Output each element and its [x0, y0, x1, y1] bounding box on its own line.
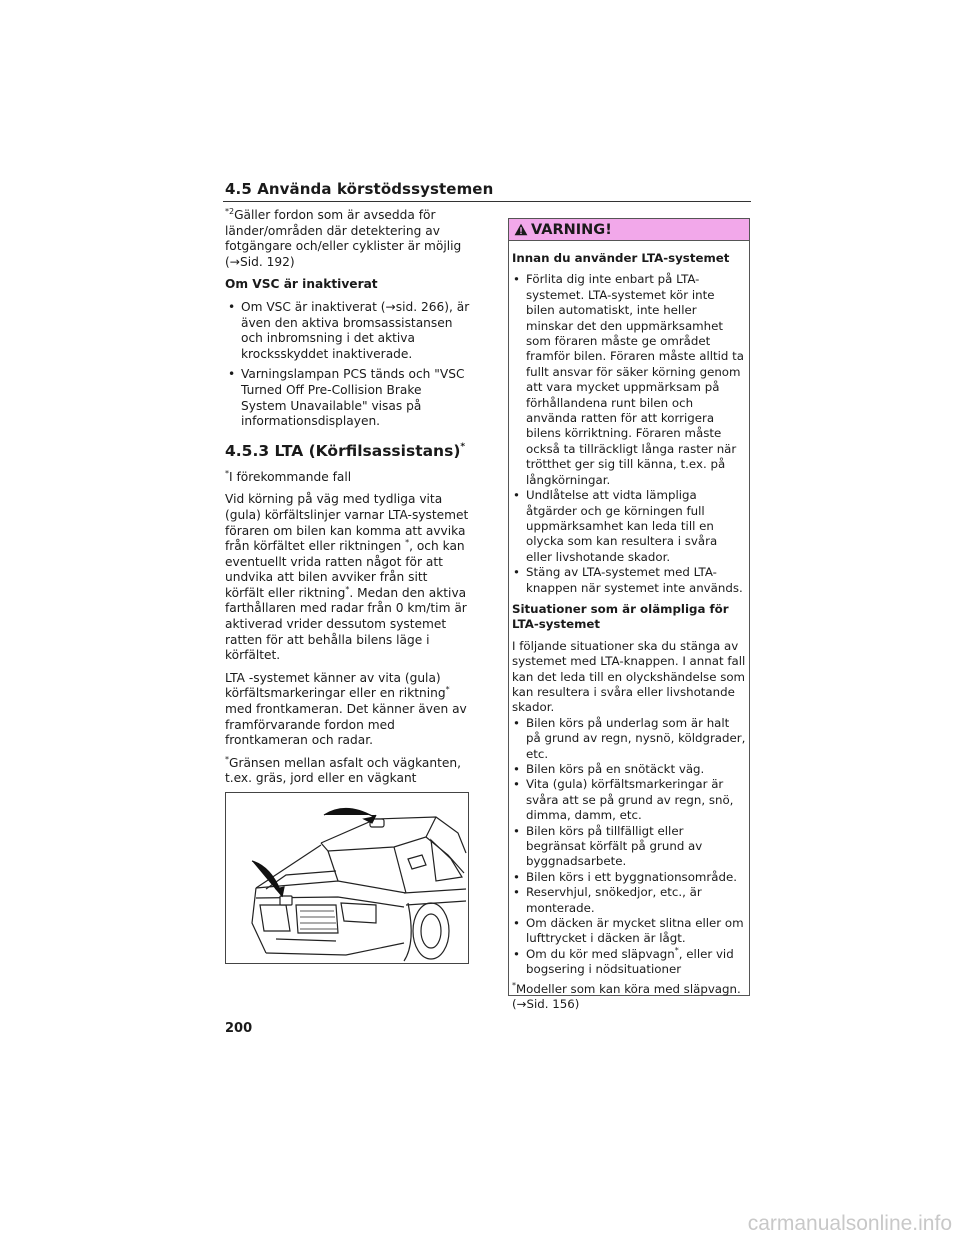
- car-illustration: [225, 792, 469, 964]
- list-item: • Om VSC är inaktiverat (→sid. 266), är även den aktiva bromsassistansen och inbromsning i det aktiva krocksskyddet inaktiverade.: [225, 300, 470, 362]
- watermark: carmanualsonline.info: [747, 1212, 952, 1235]
- list-item: • Stäng av LTA-systemet med LTA-knappen när systemet inte används.: [512, 565, 746, 596]
- text-run: med frontkameran. Det känner även av framförvarande fordon med frontkameran och radar.: [225, 702, 467, 748]
- lta-detection: [225, 671, 470, 749]
- star-mark: *: [225, 754, 229, 764]
- trailer-footnote: [512, 982, 746, 1013]
- text-run: LTA -systemet känner av vita (gula) körfältsmarkeringar eller en riktning: [225, 670, 446, 701]
- footnote-2-text: Gäller fordon som är avsedda för länder/områden där detektering av fotgängare och/eller cyklister är möjlig (→Sid. 192): [225, 208, 462, 269]
- list-item: • Om däcken är mycket slitna eller om lufttrycket i däcken är lågt.: [512, 916, 746, 947]
- situations-list: [512, 716, 746, 978]
- before-use-list: [512, 272, 746, 596]
- section-title: [225, 442, 470, 460]
- header-divider: [223, 201, 751, 202]
- warning-heading-situations: Situationer som är olämpliga för LTA-systemet: [512, 601, 729, 632]
- star-mark: *: [225, 468, 229, 478]
- footnote-2: [225, 208, 470, 270]
- list-item: • Förlita dig inte enbart på LTA-systemet. LTA-systemet kör inte bilen automatiskt, inte heller minskar det den uppmärksamhet som föraren måste ge området framför bilen. Föraren måste alltid ta fullt ansvar för säker körning genom att vara mycket uppmärksam på förhållandena runt bilen och använda ratten för att korrigera bilens körriktning. Föraren måste också ta tillräckligt långa raster när trötthet ger sig till känna, t.ex. på långkörningar.: [512, 272, 746, 488]
- car-drawing: [226, 793, 468, 963]
- list-item: • Undlåtelse att vidta lämpliga åtgärder och ge körningen full uppmärksamhet kan leda till en olycka som kan resultera i svåra eller livshotande skador.: [512, 488, 746, 565]
- road-edge-note: [225, 756, 470, 787]
- section-header: 4.5 Använda körstödssystemen: [225, 180, 494, 198]
- list-item: • Bilen körs på tillfälligt eller begränsat körfält på grund av byggnadsarbete.: [512, 824, 746, 870]
- warning-triangle-icon: [514, 223, 528, 236]
- availability-note: [225, 470, 470, 486]
- availability-note-text: I förekommande fall: [229, 469, 352, 484]
- star-mark: *: [345, 584, 350, 594]
- road-edge-note-text: Gränsen mellan asfalt och vägkanten, t.ex. gräs, jord eller en vägkant: [225, 755, 462, 786]
- section-star: *: [460, 441, 466, 452]
- list-item: • Bilen körs på underlag som är halt på grund av regn, nysnö, köldgrader, etc.: [512, 716, 746, 762]
- page-number: 200: [225, 1021, 253, 1036]
- list-item: • Bilen körs på en snötäckt väg.: [512, 762, 746, 777]
- text-run: Vid körning på väg med tydliga vita (gula) körfältslinjer varnar LTA-systemet föraren om bilen kan komma att avvika från körfältet eller riktningen: [225, 492, 469, 554]
- vsc-list: [225, 300, 470, 430]
- trailer-footnote-text: Modeller som kan köra med släpvagn. (→Sid. 156): [512, 981, 741, 1012]
- list-item: • Bilen körs i ett byggnationsområde.: [512, 870, 746, 885]
- warning-heading-before-use: Innan du använder LTA-systemet: [512, 251, 730, 265]
- list-item: • Varningslampan PCS tänds och "VSC Turned Off Pre-Collision Brake System Unavailable" visas på informationsdisplayen.: [225, 367, 470, 429]
- list-item: • Vita (gula) körfältsmarkeringar är svåra att se på grund av regn, snö, dimma, damm, etc.: [512, 777, 746, 823]
- left-column: [225, 208, 470, 794]
- warning-box: [508, 218, 750, 1012]
- star-mark: *: [674, 945, 679, 955]
- lta-description: [225, 492, 470, 664]
- text-run: . Medan den aktiva farthållaren med radar från 0 km/tim är aktiverad vrider dessutom systemet ratten för att behålla bilens läge i körfältet.: [225, 585, 467, 663]
- vsc-heading: Om VSC är inaktiverat: [225, 277, 378, 292]
- list-item: • Reservhjul, snökedjor, etc., är monterade.: [512, 885, 746, 916]
- situations-intro: I följande situationer ska du stänga av systemet med LTA-knappen. I annat fall kan det leda till en olyckshändelse som kan resultera i svåra eller livshotande skador.: [512, 638, 746, 715]
- section-title-text: 4.5.3 LTA (Körfilsassistans): [225, 441, 461, 460]
- text-run: , och kan eventuellt vrida ratten något för att undvika att bilen avviker från sitt körfält eller riktning: [225, 539, 465, 600]
- text-run: , eller vid bogsering i nödsituationer: [526, 946, 734, 977]
- footnote-mark: *2: [225, 207, 235, 216]
- star-mark: *: [512, 980, 516, 990]
- warning-header: [509, 219, 749, 241]
- text-run: Om du kör med släpvagn: [526, 946, 675, 961]
- warning-title: VARNING!: [531, 221, 612, 238]
- star-mark: *: [405, 538, 410, 548]
- warning-body: [509, 241, 749, 1013]
- star-mark: *: [445, 685, 450, 695]
- list-item: [512, 947, 746, 978]
